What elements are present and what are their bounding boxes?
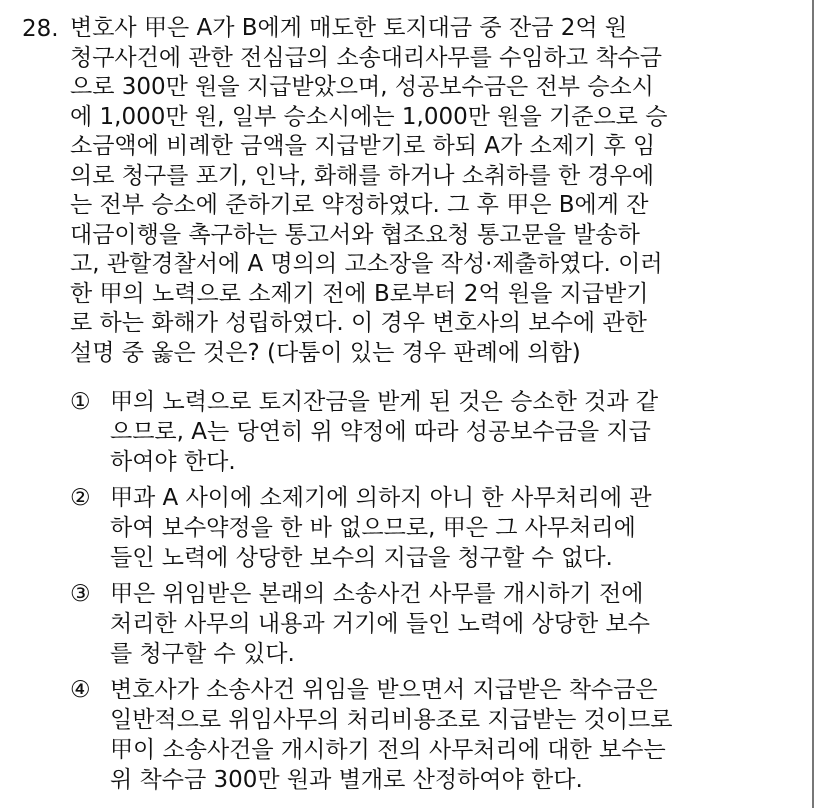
stem-line: 에 1,000만 원, 일부 승소시에는 1,000만 원을 기준으로 승 (70, 103, 668, 130)
stem-line: 대금이행을 촉구하는 통고서와 협조요청 통고문을 발송하 (70, 221, 640, 248)
question-stem (70, 14, 667, 368)
stem-line: 청구사건에 관한 전심급의 소송대리사무를 수임하고 착수금 (70, 44, 663, 71)
option-line: 하여야 한다. (110, 449, 236, 475)
stem-line: 로 하는 화해가 성립하였다. 이 경우 변호사의 보수에 관한 (70, 310, 647, 336)
option-marker: ③ (70, 581, 91, 607)
option-line: 들인 노력에 상당한 보수의 지급을 청구할 수 없다. (110, 545, 613, 571)
stem-line: 으로 300만 원을 지급받았으며, 성공보수금은 전부 승소시 (70, 74, 654, 100)
option-line: 甲의 노력으로 토지잔금을 받게 된 것은 승소한 것과 같 (110, 389, 659, 415)
option-line: 처리한 사무의 내용과 거기에 들인 노력에 상당한 보수 (110, 611, 650, 637)
option-line: 甲은 위임받은 본래의 소송사건 사무를 개시하기 전에 (110, 581, 644, 607)
page-column-divider (812, 0, 814, 808)
stem-line: 고, 관할경찰서에 A 명의의 고소장을 작성·제출하였다. 이러 (70, 251, 663, 277)
stem-line: 설명 중 옳은 것은? (다툼이 있는 경우 판례에 의함) (70, 339, 581, 366)
option-line: 변호사가 소송사건 위임을 받으면서 지급받은 착수금은 (110, 677, 658, 703)
option-line: 甲이 소송사건을 개시하기 전의 사무처리에 대한 보수는 (110, 737, 666, 763)
option-marker: ④ (70, 677, 91, 703)
stem-line: 는 전부 승소에 준하기로 약정하였다. 그 후 甲은 B에게 잔 (70, 192, 649, 218)
option-line: 하여 보수약정을 한 바 없으므로, 甲은 그 사무처리에 (110, 515, 636, 541)
stem-line: 한 甲의 노력으로 소제기 전에 B로부터 2억 원을 지급받기 (70, 280, 649, 307)
option-line: 으므로, A는 당연히 위 약정에 따라 성공보수금을 지급 (110, 419, 651, 445)
stem-line: 변호사 甲은 A가 B에게 매도한 토지대금 중 잔금 2억 원 (70, 15, 628, 41)
option-line: 위 착수금 300만 원과 별개로 산정하여야 한다. (110, 767, 583, 793)
option-line: 를 청구할 수 있다. (110, 641, 295, 667)
option-marker: ② (70, 485, 91, 511)
option-marker: ① (70, 389, 91, 415)
question-number: 28. (22, 16, 59, 42)
stem-line: 소금액에 비례한 금액을 지급받기로 하되 A가 소제기 후 임 (70, 133, 656, 159)
stem-line: 의로 청구를 포기, 인낙, 화해를 하거나 소취하를 한 경우에 (70, 162, 655, 189)
option-line: 일반적으로 위임사무의 처리비용조로 지급받는 것이므로 (110, 707, 673, 733)
option-line: 甲과 A 사이에 소제기에 의하지 아니 한 사무처리에 관 (110, 485, 652, 511)
